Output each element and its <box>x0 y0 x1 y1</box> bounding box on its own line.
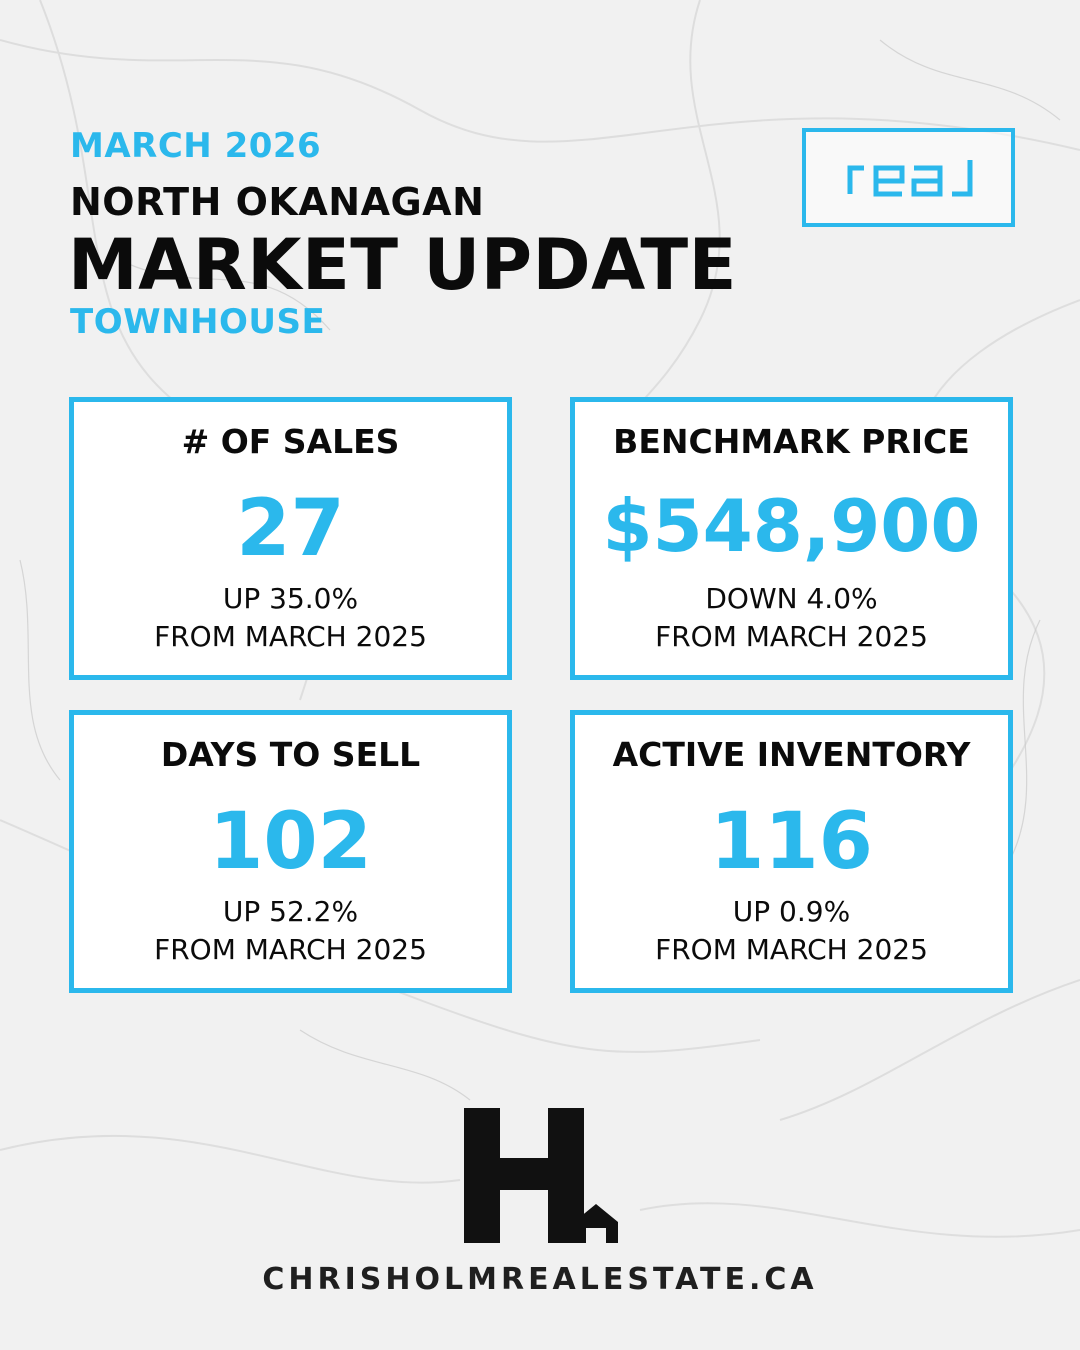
stat-comparison: FROM MARCH 2025 <box>655 933 928 966</box>
stat-card-sales <box>69 397 512 680</box>
report-month: MARCH 2026 <box>70 126 322 166</box>
stat-change: UP 52.2% <box>222 895 359 928</box>
stat-change: DOWN 4.0% <box>705 582 878 615</box>
stat-comparison: FROM MARCH 2025 <box>154 933 427 966</box>
stat-comparison: FROM MARCH 2025 <box>154 620 427 653</box>
stat-card-active-inventory <box>570 710 1013 993</box>
stat-value: 27 <box>236 484 345 574</box>
stat-label: DAYS TO SELL <box>160 735 421 774</box>
stat-card-benchmark-price <box>570 397 1013 680</box>
brokerage-logo <box>802 128 1015 227</box>
h-house-logo-icon <box>462 1106 622 1246</box>
real-logo-icon <box>806 132 1011 223</box>
website-url[interactable]: CHRISHOLMREALESTATE.CA <box>262 1262 818 1297</box>
page-title: MARKET UPDATE <box>68 224 737 306</box>
stat-label: BENCHMARK PRICE <box>613 422 970 461</box>
property-type: TOWNHOUSE <box>70 302 326 342</box>
stat-value: 102 <box>209 797 372 887</box>
stat-value: $548,900 <box>602 484 981 568</box>
stat-label: ACTIVE INVENTORY <box>612 735 971 774</box>
region-name: NORTH OKANAGAN <box>70 180 485 224</box>
stat-value: 116 <box>710 797 873 887</box>
stat-change: UP 0.9% <box>732 895 851 928</box>
stat-label: # OF SALES <box>181 422 400 461</box>
stat-card-days-to-sell <box>69 710 512 993</box>
stat-change: UP 35.0% <box>222 582 359 615</box>
stat-comparison: FROM MARCH 2025 <box>655 620 928 653</box>
